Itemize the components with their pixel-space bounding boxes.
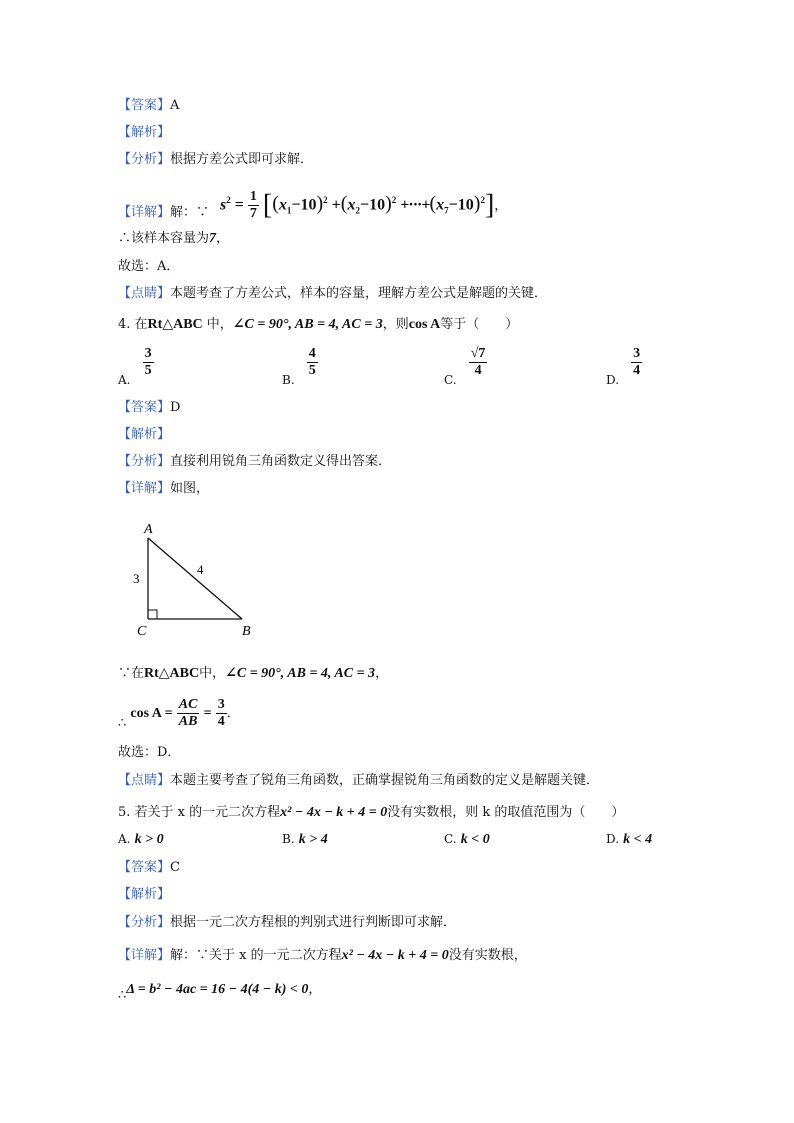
q4-option-a: A. $\frac{3}{5}$: [118, 346, 152, 387]
detail-prefix: 解：∵: [170, 205, 210, 220]
fenxi-tag: 【分析】: [118, 152, 171, 167]
answer-value: D: [170, 400, 181, 415]
q3-fenxi-line: [118, 150, 313, 170]
detail-tag: 【详解】: [118, 205, 171, 220]
q5-delta-line: ∴Δ = b² − 4ac = 16 − 4(4 − k) < 0，: [118, 982, 322, 1003]
right-angle-mark: [148, 610, 157, 619]
vertex-b: B: [242, 624, 251, 639]
triangle-figure: [125, 518, 265, 642]
label-ab: 4: [197, 562, 204, 577]
q4-option-c: C. $\frac{√7}{4}$: [444, 346, 486, 387]
vertex-a: A: [144, 522, 153, 537]
q5-answer-line: 【答案】C: [118, 860, 180, 875]
q3-answer-line: [118, 96, 179, 116]
q5-analysis-line: 【解析】: [118, 887, 171, 902]
q5-stem: 5. 若关于 x 的一元二次方程x² − 4x − k + 4 = 0没有实数根，则 k 的取值范围为（ ）: [118, 805, 625, 820]
q5-fenxi-line: 【分析】根据一元二次方程根的判别式进行判断即可求解．: [118, 915, 457, 930]
q4-stem: 4. 在Rt△ABC 中，∠C = 90°, AB = 4, AC = 3，则cos A等于（ ）: [118, 317, 519, 332]
q5-option-d: D. k < 4: [606, 832, 653, 847]
side-ab: [148, 538, 242, 619]
q4-detail-line: 【详解】如图，: [118, 481, 210, 496]
q4-option-d: D. $\frac{3}{4}$: [606, 346, 641, 387]
q5-option-b: B. k > 4: [282, 832, 328, 847]
answer-value: A: [170, 98, 180, 113]
q3-dianjing-line: 【点睛】本题考查了方差公式，样本的容量，理解方差公式是解题的关键．: [118, 286, 548, 301]
vertex-c: C: [137, 624, 147, 639]
q3-analysis-line: [118, 123, 170, 143]
q4-option-b: B. $\frac{4}{5}$: [282, 346, 316, 387]
answer-tag: 【答案】: [118, 98, 171, 113]
q3-conclusion-line: ∴该样本容量为7，: [118, 231, 230, 246]
label-ac: 3: [133, 571, 140, 586]
q5-option-c: C. k < 0: [444, 832, 490, 847]
fenxi-text: 根据方差公式即可求解．: [170, 152, 314, 167]
dianjing-tag: 【点睛】: [118, 286, 171, 301]
q3-choice-line: 故选：A．: [118, 259, 180, 274]
q4-fenxi-line: 【分析】直接利用锐角三角函数定义得出答案．: [118, 454, 392, 469]
q4-because-line: ∵在Rt△ABC中，∠C = 90°, AB = 4, AC = 3，: [118, 666, 389, 681]
q3-detail-line: [118, 203, 209, 223]
analysis-tag: 【解析】: [118, 125, 171, 140]
q4-analysis-line: 【解析】: [118, 427, 171, 442]
variance-formula: $s^2$ = $\frac{1}{7}$ $[(x_1-10)^2 +(x_2-10)^2 +\cdot\cdot\cdot+(x_7-10)^2]$，: [220, 189, 508, 222]
q4-choice-line: 故选：D．: [118, 745, 181, 760]
q4-dianjing-line: 【点睛】本题主要考查了锐角三角函数，正确掌握锐角三角函数的定义是解题关键．: [118, 773, 600, 788]
answer-value: C: [170, 860, 180, 875]
sample-size: 7: [209, 231, 217, 246]
q4-cos-line: ∴ cos A = $\frac{AC}{AB}$ = $\frac{3}{4}$ ．: [118, 697, 240, 731]
formula-lhs: s: [220, 196, 227, 214]
formula-fraction: $\frac{1}{7}$: [249, 189, 257, 222]
q4-answer-line: 【答案】D: [118, 400, 181, 415]
q5-detail-line: 【详解】解：∵关于 x 的一元二次方程x² − 4x − k + 4 = 0没有实数根，: [118, 948, 527, 963]
q5-option-a: A. k > 0: [118, 832, 164, 847]
